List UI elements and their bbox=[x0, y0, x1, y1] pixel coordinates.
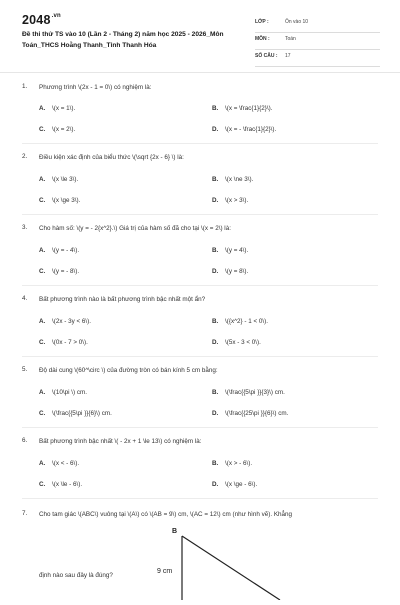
option-a[interactable] bbox=[39, 105, 75, 112]
option-letter: C. bbox=[39, 339, 46, 346]
option-letter: B. bbox=[212, 247, 219, 254]
meta-key: LỚP : bbox=[255, 19, 269, 25]
option-c[interactable] bbox=[39, 126, 75, 133]
option-b[interactable] bbox=[212, 460, 252, 467]
option-a[interactable] bbox=[39, 460, 79, 467]
meta-key: SỐ CÂU : bbox=[255, 53, 278, 59]
site-logo[interactable] bbox=[22, 13, 61, 27]
option-c[interactable] bbox=[39, 481, 82, 488]
question-text: Cho hàm số: \(y = - 2{x^2}.\) Giá trị của hàm số đã cho tại \(x = 2\) là: bbox=[39, 225, 231, 232]
question-number: 4. bbox=[22, 295, 28, 302]
option-d[interactable] bbox=[212, 126, 276, 133]
option-letter: C. bbox=[39, 268, 46, 275]
question-number: 3. bbox=[22, 224, 28, 231]
option-letter: A. bbox=[39, 460, 46, 467]
logo-tld: .vn bbox=[51, 13, 61, 19]
question-text: Độ dài cung \(60^\circ \) của đường tròn có bán kính 5 cm bằng: bbox=[39, 367, 218, 374]
option-text: \({x^2} - 1 < 0\). bbox=[225, 318, 269, 325]
option-letter: C. bbox=[39, 126, 46, 133]
option-text: \(2x - 3y < 6\). bbox=[52, 318, 92, 325]
option-text: \(x \le 3\). bbox=[52, 176, 79, 183]
option-letter: D. bbox=[212, 481, 219, 488]
vertex-b-label: B bbox=[172, 528, 178, 535]
option-a[interactable] bbox=[39, 318, 91, 325]
option-c[interactable] bbox=[39, 197, 80, 204]
option-d[interactable] bbox=[212, 481, 257, 488]
option-text: \(10\pi \) cm. bbox=[52, 389, 87, 396]
meta-value: Ôn vào 10 bbox=[285, 19, 309, 25]
option-letter: A. bbox=[39, 389, 46, 396]
meta-key: MÔN : bbox=[255, 36, 270, 42]
option-letter: B. bbox=[212, 389, 219, 396]
option-text: \(x = 1\). bbox=[52, 105, 76, 112]
option-d[interactable] bbox=[212, 197, 248, 204]
option-c[interactable] bbox=[39, 410, 112, 417]
option-text: \(x > - 6\). bbox=[225, 460, 253, 467]
option-text: \(y = - 8\). bbox=[52, 268, 80, 275]
meta-row-count bbox=[255, 50, 380, 67]
option-letter: B. bbox=[212, 176, 219, 183]
exam-header bbox=[0, 0, 400, 73]
option-text: \(\frac{{5\pi }}{6}\) cm. bbox=[52, 410, 112, 417]
option-text: \(x > 3\). bbox=[225, 197, 249, 204]
option-letter: A. bbox=[39, 105, 46, 112]
meta-value: 17 bbox=[285, 53, 291, 59]
option-c[interactable] bbox=[39, 268, 79, 275]
option-text: \(y = - 4\). bbox=[52, 247, 80, 254]
option-a[interactable] bbox=[39, 176, 78, 183]
question-text-continued: định nào sau đây là đúng? bbox=[39, 572, 113, 579]
logo-text: 2048 bbox=[22, 13, 51, 27]
side-ab-label: 9 cm bbox=[157, 568, 173, 575]
side-bc bbox=[182, 536, 280, 600]
meta-row-subject bbox=[255, 33, 380, 50]
option-letter: A. bbox=[39, 318, 46, 325]
option-letter: C. bbox=[39, 410, 46, 417]
question-text: Bất phương trình nào là bất phương trình bậc nhất một ẩn? bbox=[39, 296, 206, 303]
option-text: \(0x - 7 > 0\). bbox=[52, 339, 88, 346]
option-letter: A. bbox=[39, 176, 46, 183]
option-letter: D. bbox=[212, 268, 219, 275]
option-text: \(5x - 3 < 0\). bbox=[225, 339, 261, 346]
option-b[interactable] bbox=[212, 247, 248, 254]
option-text: \(x < - 6\). bbox=[52, 460, 80, 467]
option-letter: B. bbox=[212, 105, 219, 112]
question-number: 6. bbox=[22, 437, 28, 444]
option-text: \(\frac{{25\pi }}{6}\) cm. bbox=[225, 410, 289, 417]
question-text: Cho tam giác \(ABC\) vuông tại \(A\) có \(AB = 9\) cm, \(AC = 12\) cm (như hình vẽ). Khẳng bbox=[39, 511, 293, 518]
question-number: 2. bbox=[22, 153, 28, 160]
option-letter: D. bbox=[212, 339, 219, 346]
option-d[interactable] bbox=[212, 410, 288, 417]
option-text: \(y = 8\). bbox=[225, 268, 249, 275]
option-b[interactable] bbox=[212, 318, 268, 325]
option-a[interactable] bbox=[39, 389, 87, 396]
exam-meta bbox=[255, 16, 380, 67]
option-text: \(\frac{{5\pi }}{3}\) cm. bbox=[225, 389, 285, 396]
question-number: 7. bbox=[22, 510, 28, 517]
option-text: \(x \le - 6\). bbox=[52, 481, 83, 488]
option-d[interactable] bbox=[212, 339, 261, 346]
question-divider bbox=[22, 214, 378, 215]
option-d[interactable] bbox=[212, 268, 248, 275]
option-b[interactable] bbox=[212, 105, 272, 112]
question-divider bbox=[22, 143, 378, 144]
question-number: 1. bbox=[22, 83, 28, 90]
exam-title: Đề thi thử TS vào 10 (Lần 2 - Tháng 2) năm học 2025 - 2026_Môn Toán_THCS Hoằng Thanh_Tỉnh Thanh Hóa bbox=[22, 31, 224, 49]
question-divider bbox=[22, 285, 378, 286]
question-text: Điều kiện xác định của biểu thức \(\sqrt {2x - 6} \) là: bbox=[39, 154, 184, 161]
triangle-diagram bbox=[150, 528, 310, 600]
question-text: Bất phương trình bậc nhất \( - 2x + 1 \le 13\) có nghiệm là: bbox=[39, 438, 202, 445]
question-divider bbox=[22, 427, 378, 428]
question-divider bbox=[22, 498, 378, 499]
option-text: \(x = 2\). bbox=[52, 126, 76, 133]
question-text: Phương trình \(2x - 1 = 0\) có nghiệm là: bbox=[39, 84, 152, 91]
question-number: 5. bbox=[22, 366, 28, 373]
option-letter: B. bbox=[212, 460, 219, 467]
option-letter: D. bbox=[212, 410, 219, 417]
option-text: \(x = \frac{1}{2}\). bbox=[225, 105, 273, 112]
option-letter: A. bbox=[39, 247, 46, 254]
option-letter: D. bbox=[212, 126, 219, 133]
option-letter: C. bbox=[39, 197, 46, 204]
option-text: \(x \ne 3\). bbox=[225, 176, 254, 183]
option-b[interactable] bbox=[212, 176, 253, 183]
option-letter: C. bbox=[39, 481, 46, 488]
question-divider bbox=[22, 356, 378, 357]
option-a[interactable] bbox=[39, 247, 79, 254]
option-text: \(x \ge 3\). bbox=[52, 197, 81, 204]
option-letter: B. bbox=[212, 318, 219, 325]
option-c[interactable] bbox=[39, 339, 88, 346]
triangle-figure bbox=[150, 528, 310, 600]
option-text: \(x \ge - 6\). bbox=[225, 481, 258, 488]
option-b[interactable] bbox=[212, 389, 285, 396]
option-letter: D. bbox=[212, 197, 219, 204]
option-text: \(y = 4\). bbox=[225, 247, 249, 254]
meta-value: Toán bbox=[285, 36, 296, 42]
option-text: \(x = - \frac{1}{2}\). bbox=[225, 126, 277, 133]
meta-row-class bbox=[255, 16, 380, 33]
